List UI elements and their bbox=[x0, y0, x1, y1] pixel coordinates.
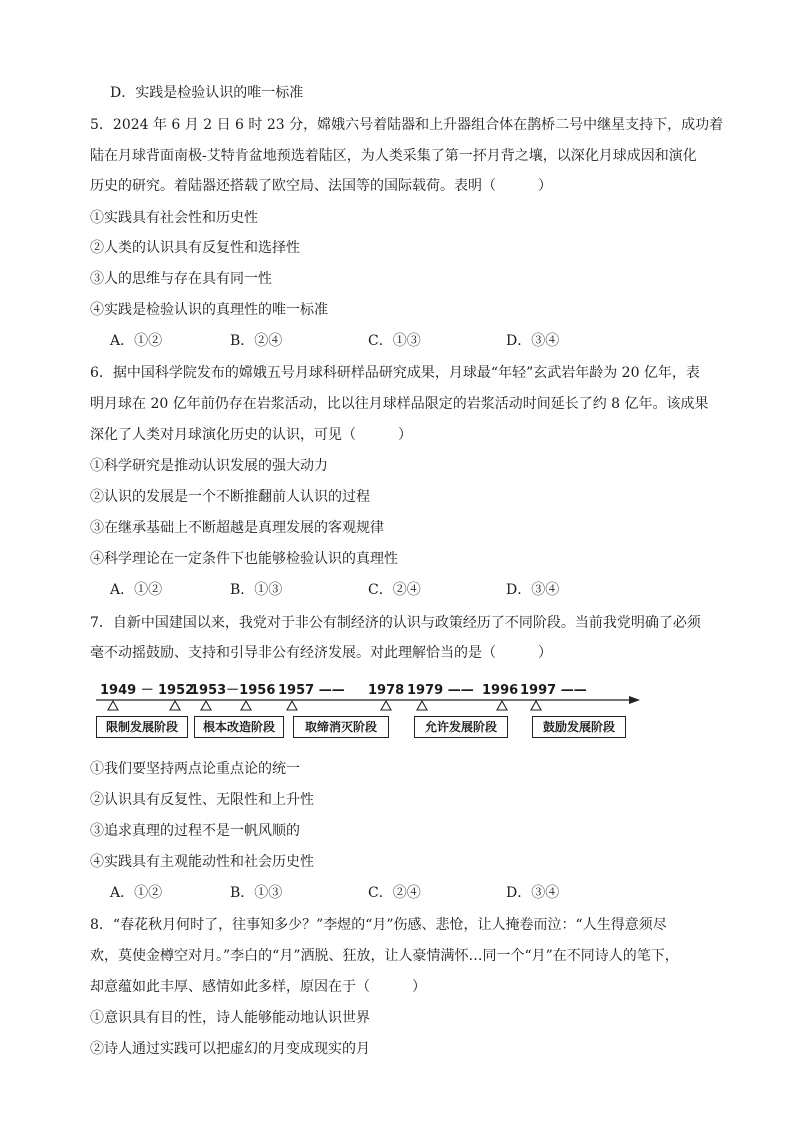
q6-choice-d[interactable]: D．③④ bbox=[506, 582, 560, 598]
q8-stem-line-2: 欢，莫使金樽空对月。”李白的“月”洒脱、狂放，让人豪情满怀…同一个“月”在不同诗人的笔下， bbox=[90, 948, 679, 964]
q7-stem-line-2: 毫不动摇鼓励、支持和引导非公有经济发展。对此理解恰当的是（ ） bbox=[90, 645, 552, 661]
q6-choice-b[interactable]: B．①③ bbox=[230, 582, 283, 598]
timeline-arrowhead bbox=[629, 696, 640, 704]
q6-choice-c[interactable]: C．②④ bbox=[368, 582, 421, 598]
q6-choice-a[interactable]: A．①② bbox=[110, 582, 163, 598]
timeline-marker-1979 bbox=[417, 701, 427, 710]
q8-statement-2: ②诗人通过实践可以把虚幻的月变成现实的月 bbox=[90, 1041, 370, 1057]
timeline-year-1957: 1957 —— bbox=[278, 683, 345, 698]
q7-choices bbox=[110, 883, 630, 903]
timeline-marker-1952 bbox=[170, 701, 180, 710]
q7-statement-4: ④实践具有主观能动性和社会历史性 bbox=[90, 854, 314, 870]
q8-stem-line-1: 8．“春花秋月何时了，往事知多少？”李煜的“月”伤感、悲怆，让人掩卷而泣：“人生得意须尽 bbox=[90, 917, 667, 933]
timeline-year-1978: 1978 bbox=[368, 683, 405, 698]
q6-statement-1: ①科学研究是推动认识发展的强大动力 bbox=[90, 458, 328, 474]
q5-choices bbox=[110, 331, 630, 351]
timeline-stage-encourage: 鼓励发展阶段 bbox=[532, 716, 626, 738]
timeline-marker-1953 bbox=[201, 701, 211, 710]
timeline-markers bbox=[108, 701, 541, 710]
q6-stem-line-3: 深化了人类对月球演化历史的认识，可见（ ） bbox=[90, 427, 412, 443]
q8-statement-1: ①意识具有目的性，诗人能够能动地认识世界 bbox=[90, 1010, 370, 1026]
timeline-stage-abolish: 取缔消灭阶段 bbox=[293, 716, 389, 738]
q7-statement-2: ②认识具有反复性、无限性和上升性 bbox=[90, 792, 314, 808]
q5-stem-line-2: 陆在月球背面南极-艾特肯盆地预选着陆区，为人类采集了第一抔月背之壤，以深化月球成因和演化 bbox=[90, 148, 697, 164]
q5-statement-2: ②人类的认识具有反复性和选择性 bbox=[90, 240, 300, 256]
q5-choice-b[interactable]: B．②④ bbox=[230, 333, 283, 349]
q7-choice-a[interactable]: A．①② bbox=[110, 885, 163, 901]
timeline-stage-allow: 允许发展阶段 bbox=[414, 716, 508, 738]
policy-timeline bbox=[96, 680, 656, 744]
q5-choice-c[interactable]: C．①③ bbox=[368, 333, 421, 349]
timeline-stage-transform: 根本改造阶段 bbox=[194, 716, 284, 738]
q5-statement-1: ①实践具有社会性和历史性 bbox=[90, 210, 258, 226]
q8-stem-line-3: 却意蕴如此丰厚、感情如此多样，原因在于（ ） bbox=[90, 979, 426, 995]
timeline-year-1953-1956: 1953－1956 bbox=[190, 683, 276, 698]
q7-stem-line-1: 7．自新中国建国以来，我党对于非公有制经济的认识与政策经历了不同阶段。当前我党明确了必须 bbox=[90, 615, 701, 631]
q7-choice-b[interactable]: B．①③ bbox=[230, 885, 283, 901]
timeline-marker-1956 bbox=[241, 701, 251, 710]
timeline-year-1952: 1952 bbox=[158, 683, 195, 698]
q5-choice-d[interactable]: D．③④ bbox=[506, 333, 560, 349]
q5-stem-line-1: 5．2024 年 6 月 2 日 6 时 23 分，嫦娥六号着陆器和上升器组合体在鹊桥二号中继星支持下，成功着 bbox=[90, 117, 724, 133]
q6-stem-line-1: 6．据中国科学院发布的嫦娥五号月球科研样品研究成果，月球最“年轻”玄武岩年龄为 20 亿年，表 bbox=[90, 365, 700, 381]
timeline-marker-1997 bbox=[531, 701, 541, 710]
q7-choice-d[interactable]: D．③④ bbox=[506, 885, 560, 901]
timeline-year-1997: 1997 —— bbox=[520, 683, 587, 698]
timeline-year-1949: 1949 － bbox=[100, 683, 154, 698]
timeline-stage-limit: 限制发展阶段 bbox=[96, 716, 188, 738]
timeline-marker-1996 bbox=[497, 701, 507, 710]
q5-statement-3: ③人的思维与存在具有同一性 bbox=[90, 271, 272, 287]
q6-statement-2: ②认识的发展是一个不断推翻前人认识的过程 bbox=[90, 489, 370, 505]
q7-statement-1: ①我们要坚持两点论重点论的统一 bbox=[90, 761, 300, 777]
q6-stem-line-2: 明月球在 20 亿年前仍存在岩浆活动，比以往月球样品限定的岩浆活动时间延长了约 8 亿年。该成果 bbox=[90, 396, 709, 412]
timeline-marker-1978 bbox=[381, 701, 391, 710]
timeline-marker-1957 bbox=[287, 701, 297, 710]
q5-choice-a[interactable]: A．①② bbox=[110, 333, 163, 349]
q7-statement-3: ③追求真理的过程不是一帆风顺的 bbox=[90, 823, 300, 839]
q7-choice-c[interactable]: C．②④ bbox=[368, 885, 421, 901]
q6-choices bbox=[110, 580, 630, 600]
timeline-year-1979: 1979 —— bbox=[407, 683, 474, 698]
timeline-marker-1949 bbox=[108, 701, 118, 710]
q5-statement-4: ④实践是检验认识的真理性的唯一标准 bbox=[90, 302, 328, 318]
q6-statement-4: ④科学理论在一定条件下也能够检验认识的真理性 bbox=[90, 551, 398, 567]
q5-stem-line-3: 历史的研究。着陆器还搭载了欧空局、法国等的国际载荷。表明（ ） bbox=[90, 178, 552, 194]
q4-option-d: D．实践是检验认识的唯一标准 bbox=[110, 85, 304, 101]
timeline-year-1996: 1996 bbox=[482, 683, 519, 698]
q6-statement-3: ③在继承基础上不断超越是真理发展的客观规律 bbox=[90, 520, 384, 536]
